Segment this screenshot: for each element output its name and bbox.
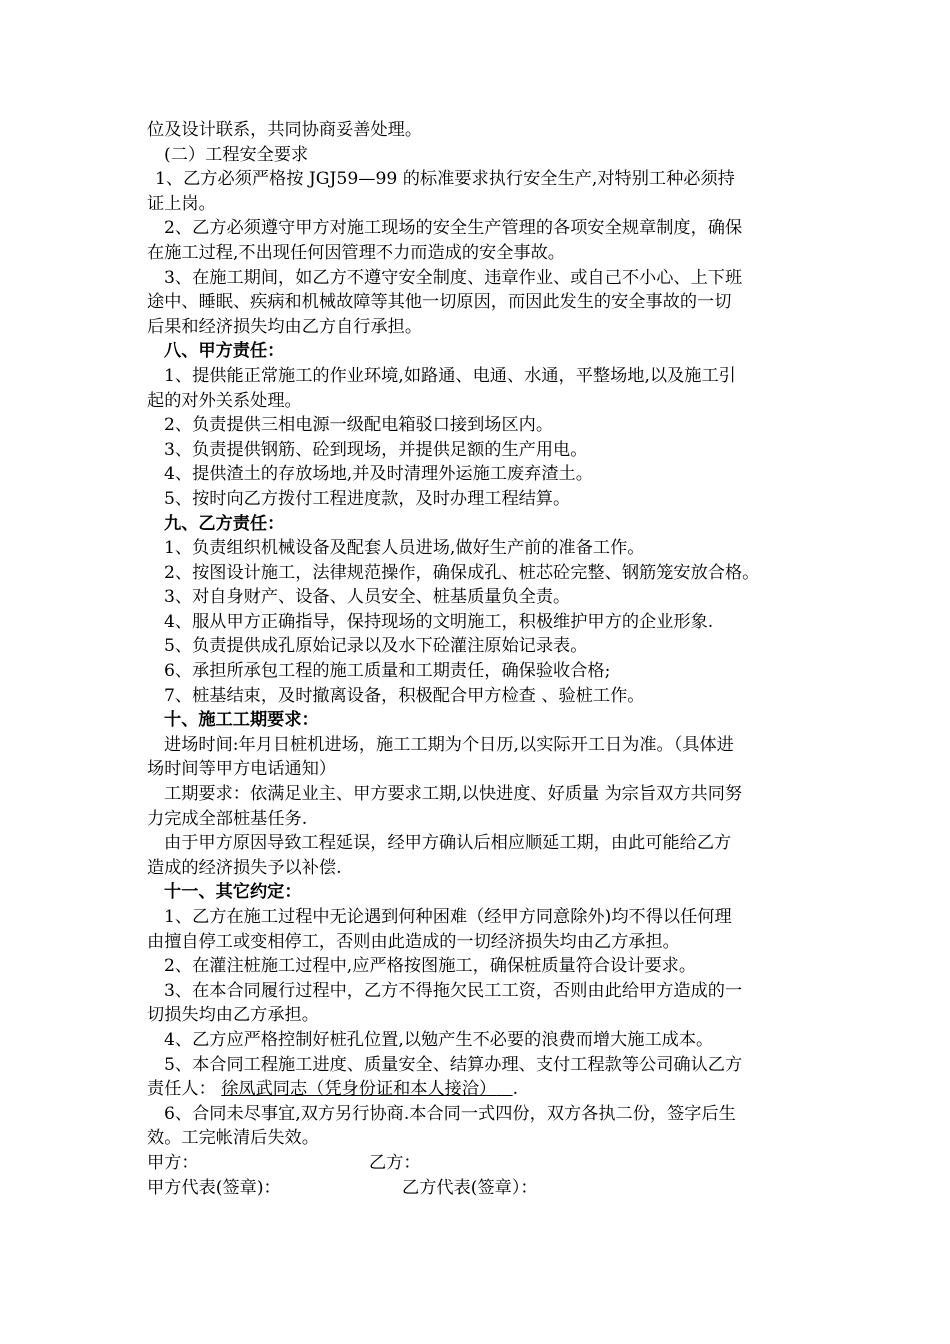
text-line: 造成的经济损失予以补偿. [147, 857, 342, 878]
text-line: 十一、其它约定： [164, 882, 302, 903]
text-line: 4、服从甲方正确指导，保持现场的文明施工，积极维护甲方的企业形象. [164, 611, 714, 632]
text-line: 后果和经济损失均由乙方自行承担。 [147, 316, 423, 337]
text-line: 2、按图设计施工，法律规范操作，确保成孔、桩芯砼完整、钢筋笼安放合格。 [164, 562, 760, 583]
text-line: 6、合同未尽事宜,双方另行协商.本合同一式四份，双方各执二份，签字后生 [164, 1103, 736, 1124]
responsible-person-line [147, 1077, 822, 1102]
text-line: 1、负责组织机械设备及配套人员进场,做好生产前的准备工作。 [164, 538, 645, 559]
text-line: 5、本合同工程施工进度、质量安全、结算办理、支付工程款等公司确认乙方 [164, 1054, 743, 1075]
text-line: 工期要求：依满足业主、甲方要求工期,以快进度、好质量 为宗旨双方共同努 [164, 784, 743, 805]
text-line: 3、对自身财产、设备、人员安全、桩基质量负全责。 [164, 587, 571, 608]
text-line: 切损失均由乙方承担。 [147, 1005, 319, 1026]
text-line: 3、负责提供钢筋、砼到现场，并提供足额的生产用电。 [164, 439, 588, 460]
text-line: 2、在灌注桩施工过程中,应严格按图施工，确保桩质量符合设计要求。 [164, 956, 697, 977]
text-line: 由于甲方原因导致工程延误，经甲方确认后相应顺延工期，由此可能给乙方 [164, 833, 732, 854]
party-b-rep-label: 乙方代表(签章）： [402, 1177, 538, 1198]
text-line: 位及设计联系，共同协商妥善处理。 [147, 120, 423, 140]
text-line: 6、承担所承包工程的施工质量和工期责任，确保验收合格; [164, 661, 611, 682]
text-line: 3、在本合同履行过程中，乙方不得拖欠民工工资，否则由此给甲方造成的一 [164, 980, 743, 1001]
text-line: 4、提供渣土的存放场地,并及时清理外运施工废弃渣土。 [164, 464, 593, 485]
text-line: (二）工程安全要求 [164, 144, 309, 165]
text-line: 1、提供能正常施工的作业环境,如路通、电通、水通，平整场地,以及施工引 [164, 365, 736, 386]
text-line: 2、乙方必须遵守甲方对施工现场的安全生产管理的各项安全规章制度，确保 [164, 218, 743, 239]
signature-row-party [147, 1151, 822, 1176]
party-a-label: 甲方： [147, 1152, 199, 1173]
text-line: 途中、睡眠、疾病和机械故障等其他一切原因，而因此发生的安全事故的一切 [147, 292, 732, 313]
text-line: 十、施工工期要求： [164, 710, 319, 731]
responsible-prefix: 责任人： [147, 1079, 216, 1100]
text-line: 证上岗。 [147, 193, 216, 214]
text-line: 7、桩基结束，及时撤离设备，积极配合甲方检查 、验桩工作。 [164, 685, 645, 706]
text-line: 力完成全部桩基任务. [147, 808, 308, 829]
text-line: 4、乙方应严格控制好桩孔位置,以勉产生不必要的浪费而增大施工成本。 [164, 1029, 714, 1050]
contract-page [147, 118, 822, 1200]
party-b-label: 乙方： [369, 1152, 421, 1173]
signature-row-representative [147, 1176, 822, 1201]
text-line: 5、按时向乙方拨付工程进度款，及时办理工程结算。 [164, 488, 571, 509]
text-line: 3、在施工期间，如乙方不遵守安全制度、违章作业、或自己不小心、上下班 [164, 267, 743, 288]
text-line: 1、乙方必须严格按 JGJ59—99 的标准要求执行安全生产,对特别工种必须持 [155, 169, 735, 190]
text-line: 八、甲方责任： [164, 341, 285, 362]
responsible-suffix: . [512, 1079, 519, 1100]
text-line: 1、乙方在施工过程中无论遇到何种困难（经甲方同意除外)均不得以任何理 [164, 907, 732, 927]
contract-body [147, 118, 822, 1077]
text-line: 场时间等甲方电话通知） [147, 759, 337, 780]
text-line: 由擅自停工或变相停工，否则由此造成的一切经济损失均由乙方承担。 [147, 931, 680, 952]
responsible-name: 徐凤武同志（凭身份证和本人接洽） [221, 1079, 497, 1100]
text-line: 2、负责提供三相电源一级配电箱驳口接到场区内。 [164, 415, 554, 436]
party-a-rep-label: 甲方代表(签章)： [147, 1177, 281, 1198]
text-line: 5、负责提供成孔原始记录以及水下砼灌注原始记录表。 [164, 636, 588, 657]
text-line: 九、乙方责任： [164, 513, 285, 534]
text-line: 在施工过程,不出现任何因管理不力而造成的安全事故。 [147, 242, 565, 263]
text-line: 效。工完帐清后失效。 [147, 1128, 319, 1149]
text-line: 起的对外关系处理。 [147, 390, 302, 411]
closing-clause [147, 1102, 822, 1151]
text-line: 进场时间:年月日桩机进场，施工工期为个日历,以实际开工日为准。（具体进 [164, 734, 734, 755]
